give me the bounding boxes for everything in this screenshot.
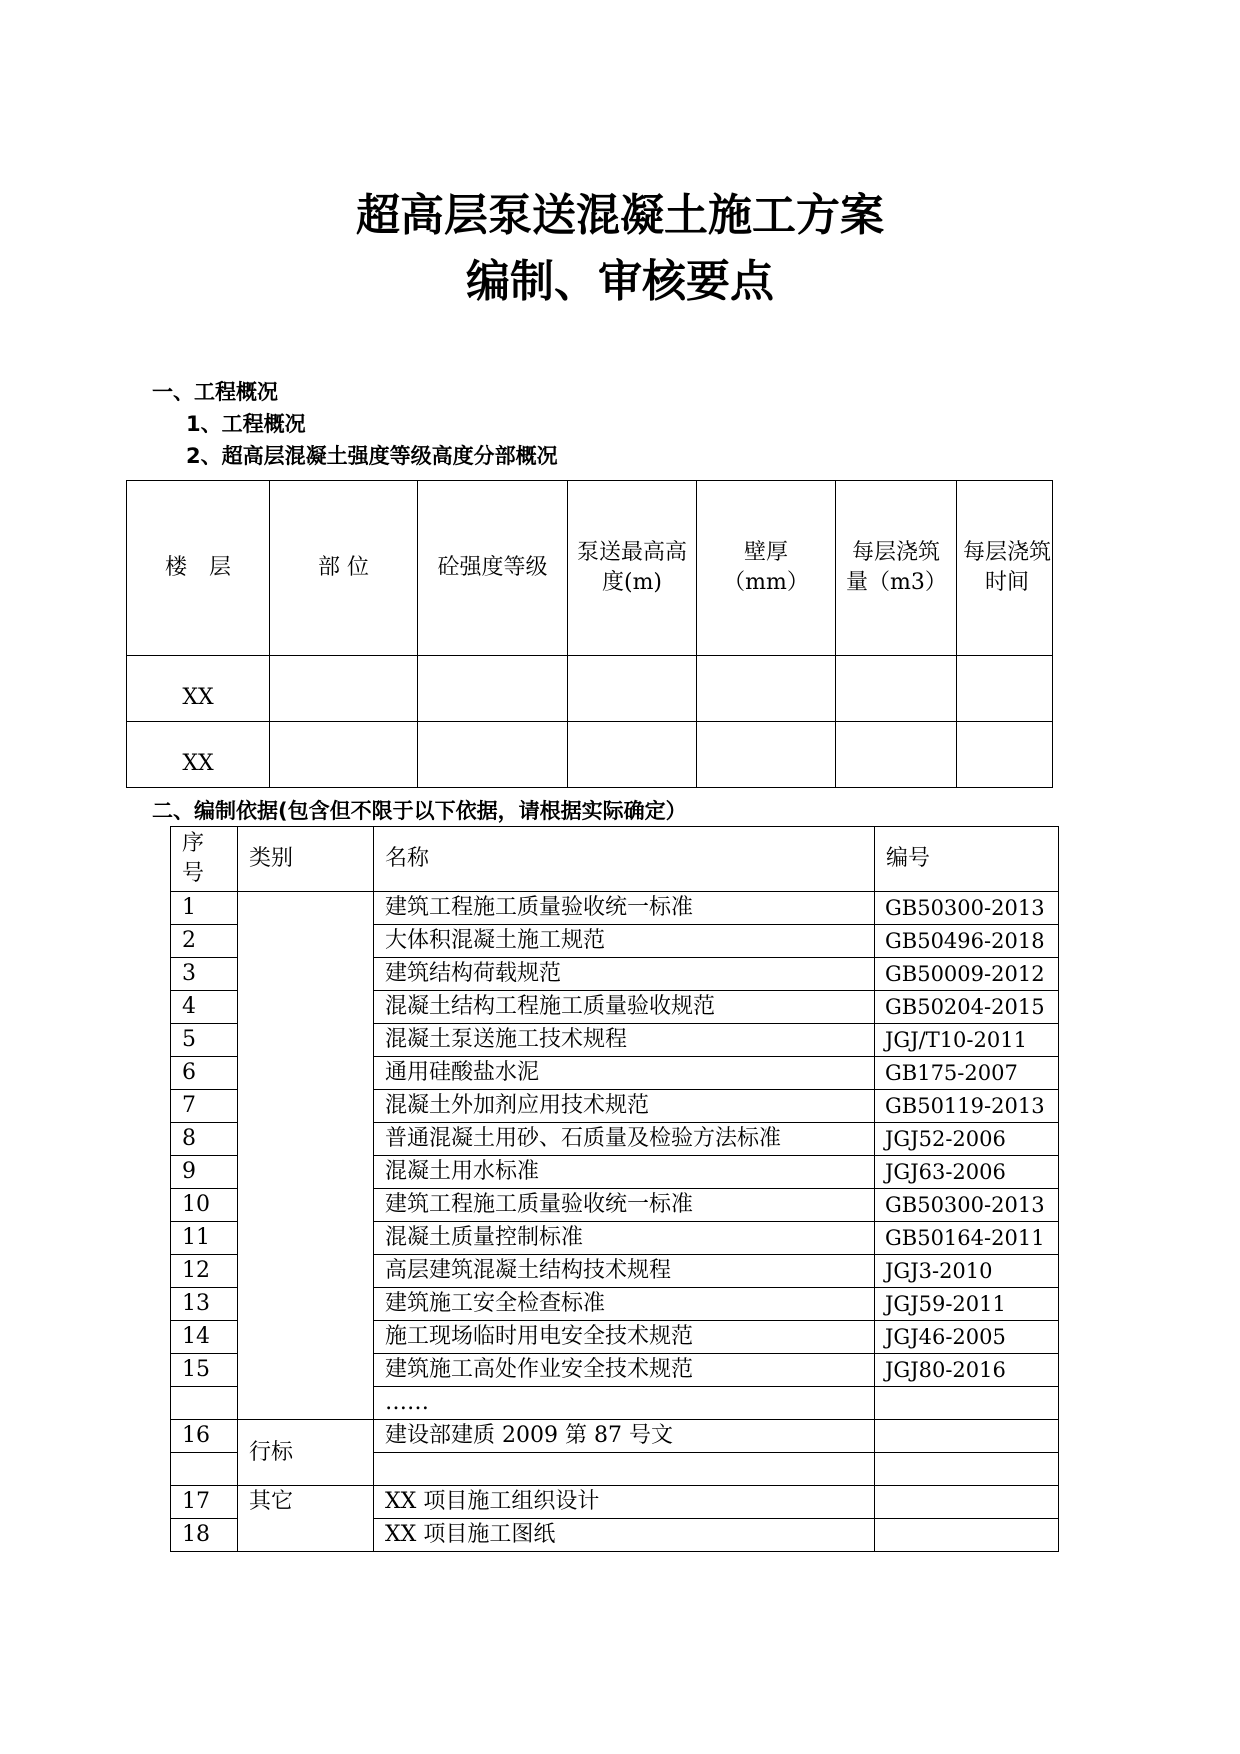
seq-cell: 18 — [171, 1519, 238, 1552]
header-location: 部 位 — [270, 481, 418, 656]
section-heading-overview: 一、工程概况 — [152, 380, 278, 404]
name-cell: 通用硅酸盐水泥 — [374, 1057, 875, 1090]
name-cell: XX 项目施工图纸 — [374, 1519, 875, 1552]
seq-cell: 15 — [171, 1354, 238, 1387]
table-cell — [836, 722, 957, 788]
code-cell — [875, 1519, 1059, 1552]
category-cell — [238, 892, 374, 1420]
name-cell: 建筑施工安全检查标准 — [374, 1288, 875, 1321]
seq-cell: 10 — [171, 1189, 238, 1222]
code-cell: GB175-2007 — [875, 1057, 1059, 1090]
code-cell: GB50496-2018 — [875, 925, 1059, 958]
strength-grade-table — [126, 480, 1053, 788]
seq-cell: 2 — [171, 925, 238, 958]
code-cell — [875, 1453, 1059, 1486]
table-cell — [568, 722, 697, 788]
code-cell: JGJ59-2011 — [875, 1288, 1059, 1321]
header-floor: 楼 层 — [127, 481, 270, 656]
header-pour-time: 每层浇筑时间 — [957, 481, 1053, 656]
code-cell: JGJ63-2006 — [875, 1156, 1059, 1189]
header-pour-volume: 每层浇筑量（m3） — [836, 481, 957, 656]
header-category: 类别 — [238, 827, 374, 892]
seq-cell: 7 — [171, 1090, 238, 1123]
code-cell: JGJ/T10-2011 — [875, 1024, 1059, 1057]
table-cell: XX — [127, 722, 270, 788]
code-cell — [875, 1486, 1059, 1519]
code-cell: GB50204-2015 — [875, 991, 1059, 1024]
table-row — [171, 1420, 1059, 1453]
header-seq: 序号 — [171, 827, 238, 892]
table-row — [171, 1486, 1059, 1519]
document-subtitle: 编制、审核要点 — [466, 256, 774, 307]
seq-cell: 8 — [171, 1123, 238, 1156]
name-cell: 大体积混凝土施工规范 — [374, 925, 875, 958]
category-cell: 行标 — [238, 1420, 374, 1486]
header-name: 名称 — [374, 827, 875, 892]
name-cell: 施工现场临时用电安全技术规范 — [374, 1321, 875, 1354]
seq-cell: 16 — [171, 1420, 238, 1453]
section-heading-basis: 二、编制依据(包含但不限于以下依据，请根据实际确定） — [152, 799, 687, 823]
table-cell — [697, 656, 836, 722]
seq-cell: 5 — [171, 1024, 238, 1057]
name-cell: 高层建筑混凝土结构技术规程 — [374, 1255, 875, 1288]
name-cell: …… — [374, 1387, 875, 1420]
seq-cell — [171, 1387, 238, 1420]
table-cell — [957, 722, 1053, 788]
header-code: 编号 — [875, 827, 1059, 892]
code-cell: GB50164-2011 — [875, 1222, 1059, 1255]
name-cell: 混凝土用水标准 — [374, 1156, 875, 1189]
table-row — [171, 892, 1059, 925]
name-cell: 混凝土结构工程施工质量验收规范 — [374, 991, 875, 1024]
name-cell: 建筑工程施工质量验收统一标准 — [374, 1189, 875, 1222]
table-cell — [418, 722, 568, 788]
name-cell: 建筑结构荷载规范 — [374, 958, 875, 991]
seq-cell: 3 — [171, 958, 238, 991]
name-cell: 混凝土质量控制标准 — [374, 1222, 875, 1255]
reference-standards-table — [170, 826, 1059, 1552]
seq-cell — [171, 1453, 238, 1486]
code-cell — [875, 1387, 1059, 1420]
name-cell: 混凝土外加剂应用技术规范 — [374, 1090, 875, 1123]
name-cell: 建筑工程施工质量验收统一标准 — [374, 892, 875, 925]
name-cell: 普通混凝土用砂、石质量及检验方法标准 — [374, 1123, 875, 1156]
code-cell: JGJ3-2010 — [875, 1255, 1059, 1288]
code-cell: GB50119-2013 — [875, 1090, 1059, 1123]
seq-cell: 1 — [171, 892, 238, 925]
subsection-heading-strength-grades: 2、超高层混凝土强度等级高度分部概况 — [186, 444, 558, 468]
seq-cell: 11 — [171, 1222, 238, 1255]
seq-cell: 13 — [171, 1288, 238, 1321]
table-cell — [270, 722, 418, 788]
name-cell: 混凝土泵送施工技术规程 — [374, 1024, 875, 1057]
category-cell: 其它 — [238, 1486, 374, 1552]
code-cell: GB50300-2013 — [875, 1189, 1059, 1222]
seq-cell: 6 — [171, 1057, 238, 1090]
table-header-row — [127, 481, 1053, 656]
code-cell: GB50009-2012 — [875, 958, 1059, 991]
table-cell — [836, 656, 957, 722]
seq-cell: 14 — [171, 1321, 238, 1354]
name-cell: 建筑施工高处作业安全技术规范 — [374, 1354, 875, 1387]
seq-cell: 4 — [171, 991, 238, 1024]
name-cell: XX 项目施工组织设计 — [374, 1486, 875, 1519]
table-cell — [568, 656, 697, 722]
code-cell: JGJ80-2016 — [875, 1354, 1059, 1387]
code-cell — [875, 1420, 1059, 1453]
table-cell — [270, 656, 418, 722]
subsection-heading-overview: 1、工程概况 — [186, 412, 306, 436]
seq-cell: 9 — [171, 1156, 238, 1189]
table-header-row — [171, 827, 1059, 892]
seq-cell: 17 — [171, 1486, 238, 1519]
seq-cell: 12 — [171, 1255, 238, 1288]
header-concrete-grade: 砼强度等级 — [418, 481, 568, 656]
table-cell — [697, 722, 836, 788]
code-cell: GB50300-2013 — [875, 892, 1059, 925]
table-cell: XX — [127, 656, 270, 722]
code-cell: JGJ46-2005 — [875, 1321, 1059, 1354]
header-max-pump-height: 泵送最高高度(m) — [568, 481, 697, 656]
table-row — [127, 722, 1053, 788]
table-cell — [957, 656, 1053, 722]
name-cell: 建设部建质 2009 第 87 号文 — [374, 1420, 875, 1453]
code-cell: JGJ52-2006 — [875, 1123, 1059, 1156]
header-wall-thickness: 壁厚（mm） — [697, 481, 836, 656]
document-title: 超高层泵送混凝土施工方案 — [356, 190, 884, 241]
table-row — [127, 656, 1053, 722]
table-cell — [418, 656, 568, 722]
name-cell — [374, 1453, 875, 1486]
